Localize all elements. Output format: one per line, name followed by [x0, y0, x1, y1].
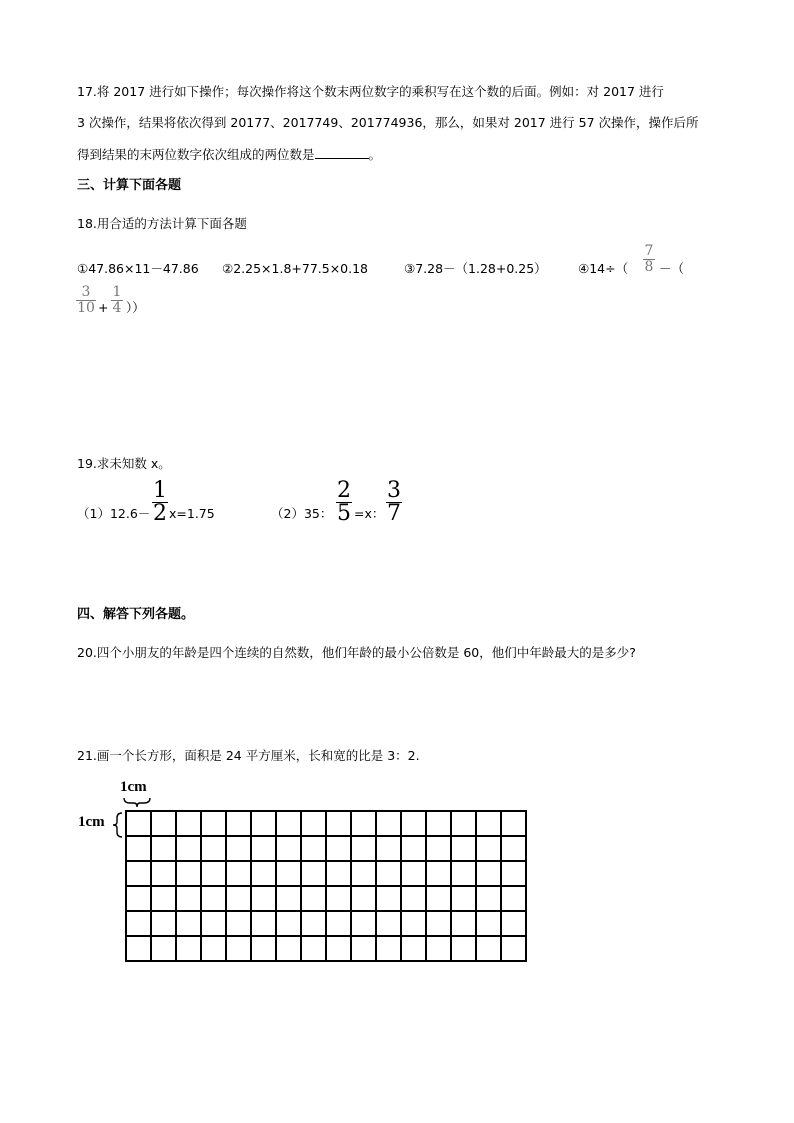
grid-cell[interactable]: [127, 837, 152, 862]
grid-cell[interactable]: [402, 912, 427, 937]
scale-label-top: 1cm: [120, 779, 147, 795]
grid-cell[interactable]: [402, 837, 427, 862]
q18-expr-4-mid: －（: [659, 261, 685, 276]
grid-cell[interactable]: [427, 887, 452, 912]
grid-cell[interactable]: [152, 862, 177, 887]
grid-cell[interactable]: [477, 837, 502, 862]
grid-cell[interactable]: [177, 812, 202, 837]
grid-cell[interactable]: [502, 862, 527, 887]
grid-cell[interactable]: [127, 862, 152, 887]
grid-cell[interactable]: [327, 912, 352, 937]
top-brace-icon: [122, 796, 152, 808]
grid-cell[interactable]: [202, 887, 227, 912]
grid-cell[interactable]: [352, 837, 377, 862]
grid-cell[interactable]: [277, 937, 302, 962]
frac-numerator: 3: [81, 284, 91, 300]
grid-cell[interactable]: [327, 862, 352, 887]
grid-cell[interactable]: [427, 812, 452, 837]
grid-cell[interactable]: [427, 937, 452, 962]
grid-cell[interactable]: [377, 937, 402, 962]
section-3-title: 三、计算下面各题: [77, 178, 182, 193]
grid-cell[interactable]: [327, 887, 352, 912]
q19-frac-2-5: [336, 480, 352, 525]
grid-cell[interactable]: [452, 837, 477, 862]
grid-cell[interactable]: [352, 812, 377, 837]
q18-frac-3-10: [76, 285, 96, 316]
grid-cell[interactable]: [252, 937, 277, 962]
grid-cell[interactable]: [402, 812, 427, 837]
grid-cell[interactable]: [202, 812, 227, 837]
frac-denominator: 8: [644, 259, 654, 275]
frac-denominator: 7: [387, 501, 401, 526]
q19-stem: 19.求未知数 x。: [77, 456, 171, 471]
grid-cell[interactable]: [152, 887, 177, 912]
q17-line3: [77, 146, 381, 163]
grid-cell[interactable]: [277, 837, 302, 862]
grid-cell[interactable]: [377, 812, 402, 837]
grid-cell[interactable]: [152, 912, 177, 937]
grid-cell[interactable]: [252, 887, 277, 912]
grid-cell[interactable]: [202, 862, 227, 887]
frac-numerator: 2: [337, 478, 351, 503]
grid-cell[interactable]: [152, 937, 177, 962]
grid-cell[interactable]: [452, 862, 477, 887]
square-grid[interactable]: [125, 810, 527, 962]
grid-cell[interactable]: [252, 862, 277, 887]
grid-cell[interactable]: [177, 837, 202, 862]
grid-cell[interactable]: [452, 912, 477, 937]
grid-cell[interactable]: [502, 812, 527, 837]
q18-expr-1: ①47.86×11－47.86: [77, 261, 199, 276]
frac-numerator: 1: [112, 284, 122, 300]
grid-cell[interactable]: [352, 862, 377, 887]
grid-cell[interactable]: [177, 912, 202, 937]
grid-cell[interactable]: [352, 912, 377, 937]
grid-cell[interactable]: [452, 887, 477, 912]
q17-line1: 17.将 2017 进行如下操作；每次操作将这个数末两位数字的乘积写在这个数的后面。例如：对 2017 进行: [77, 84, 664, 99]
grid-cell[interactable]: [177, 862, 202, 887]
grid-cell[interactable]: [202, 937, 227, 962]
grid-cell[interactable]: [477, 862, 502, 887]
grid-cell[interactable]: [502, 837, 527, 862]
grid-cell[interactable]: [202, 837, 227, 862]
frac-denominator: 5: [337, 501, 351, 526]
grid-cell[interactable]: [127, 937, 152, 962]
grid-cell[interactable]: [152, 837, 177, 862]
grid-cell[interactable]: [127, 812, 152, 837]
answer-blank[interactable]: [315, 146, 369, 159]
grid-cell[interactable]: [177, 887, 202, 912]
q17-line2: 3 次操作，结果将依次得到 20177、2017749、201774936，那么，如果对 2017 进行 57 次操作，操作后所: [77, 115, 699, 130]
grid-cell[interactable]: [227, 937, 252, 962]
grid-cell[interactable]: [252, 812, 277, 837]
section-4-title: 四、解答下列各题。: [77, 607, 195, 622]
q19-part1-start: （1）12.6－: [77, 506, 151, 521]
grid-cell[interactable]: [477, 812, 502, 837]
grid-cell[interactable]: [227, 862, 252, 887]
grid-cell[interactable]: [502, 937, 527, 962]
q17-line3-text: 得到结果的末两位数字依次组成的两位数是: [77, 147, 315, 162]
q18-stem: 18.用合适的方法计算下面各题: [77, 216, 247, 231]
q18-expr-4-end: ））: [126, 300, 145, 315]
grid-cell[interactable]: [252, 837, 277, 862]
grid-cell[interactable]: [227, 912, 252, 937]
grid-cell[interactable]: [402, 887, 427, 912]
grid-cell[interactable]: [277, 887, 302, 912]
grid-cell[interactable]: [377, 837, 402, 862]
left-brace-icon: [110, 811, 124, 839]
grid-cell[interactable]: [202, 912, 227, 937]
grid-cell[interactable]: [152, 812, 177, 837]
q20-stem: 20.四个小朋友的年龄是四个连续的自然数，他们年龄的最小公倍数是 60，他们中年龄最大的是多少?: [77, 645, 636, 660]
q19-frac-3-7: [386, 480, 402, 525]
q18-expr-3: ③7.28－（1.28+0.25）: [404, 261, 547, 276]
grid-cell[interactable]: [477, 937, 502, 962]
frac-numerator: 3: [387, 478, 401, 503]
grid-cell[interactable]: [502, 887, 527, 912]
grid-cell[interactable]: [302, 887, 327, 912]
grid-cell[interactable]: [327, 812, 352, 837]
q18-plus: +: [98, 300, 109, 315]
grid-cell[interactable]: [402, 937, 427, 962]
q19-part2-start: （2）35：: [271, 506, 333, 521]
grid-cell[interactable]: [452, 812, 477, 837]
grid-cell[interactable]: [477, 887, 502, 912]
grid-cell[interactable]: [427, 912, 452, 937]
q18-frac-1-4: [111, 285, 123, 316]
frac-denominator: 10: [77, 300, 95, 316]
grid-cell[interactable]: [302, 912, 327, 937]
grid-cell[interactable]: [327, 937, 352, 962]
grid-cell[interactable]: [502, 912, 527, 937]
grid-cell[interactable]: [302, 812, 327, 837]
grid-cell[interactable]: [227, 812, 252, 837]
grid-cell[interactable]: [177, 937, 202, 962]
grid-cell[interactable]: [427, 837, 452, 862]
grid-cell[interactable]: [352, 887, 377, 912]
q18-expr-2: ②2.25×1.8+77.5×0.18: [222, 261, 369, 276]
grid-cell[interactable]: [252, 912, 277, 937]
grid-cell[interactable]: [352, 937, 377, 962]
grid-cell[interactable]: [377, 887, 402, 912]
frac-denominator: 4: [112, 300, 122, 316]
grid-cell[interactable]: [452, 937, 477, 962]
grid-cell[interactable]: [302, 837, 327, 862]
grid-cell[interactable]: [277, 862, 302, 887]
grid-cell[interactable]: [227, 887, 252, 912]
grid-cell[interactable]: [127, 912, 152, 937]
grid-cells[interactable]: [125, 810, 527, 962]
grid-cell[interactable]: [127, 887, 152, 912]
q18-expr-4-start: ④14÷（: [578, 261, 629, 276]
grid-cell[interactable]: [302, 937, 327, 962]
grid-cell[interactable]: [377, 912, 402, 937]
grid-cell[interactable]: [377, 862, 402, 887]
grid-cell[interactable]: [402, 862, 427, 887]
grid-cell[interactable]: [302, 862, 327, 887]
grid-cell[interactable]: [477, 912, 502, 937]
grid-cell[interactable]: [327, 837, 352, 862]
frac-denominator: 2: [153, 501, 167, 526]
scale-label-left: 1cm: [78, 814, 105, 830]
grid-cell[interactable]: [277, 812, 302, 837]
q18-frac-7-8: [643, 244, 655, 275]
grid-cell[interactable]: [427, 862, 452, 887]
q19-part2-mid: =x：: [354, 506, 385, 521]
grid-cell[interactable]: [227, 837, 252, 862]
q19-part1-end: x=1.75: [169, 506, 215, 521]
frac-numerator: 7: [644, 243, 654, 259]
q21-stem: 21.画一个长方形，面积是 24 平方厘米，长和宽的比是 3：2.: [77, 748, 420, 763]
grid-cell[interactable]: [277, 912, 302, 937]
q17-line3-end: 。: [368, 147, 382, 162]
q19-frac-1-2: [152, 480, 168, 525]
frac-numerator: 1: [153, 478, 167, 503]
